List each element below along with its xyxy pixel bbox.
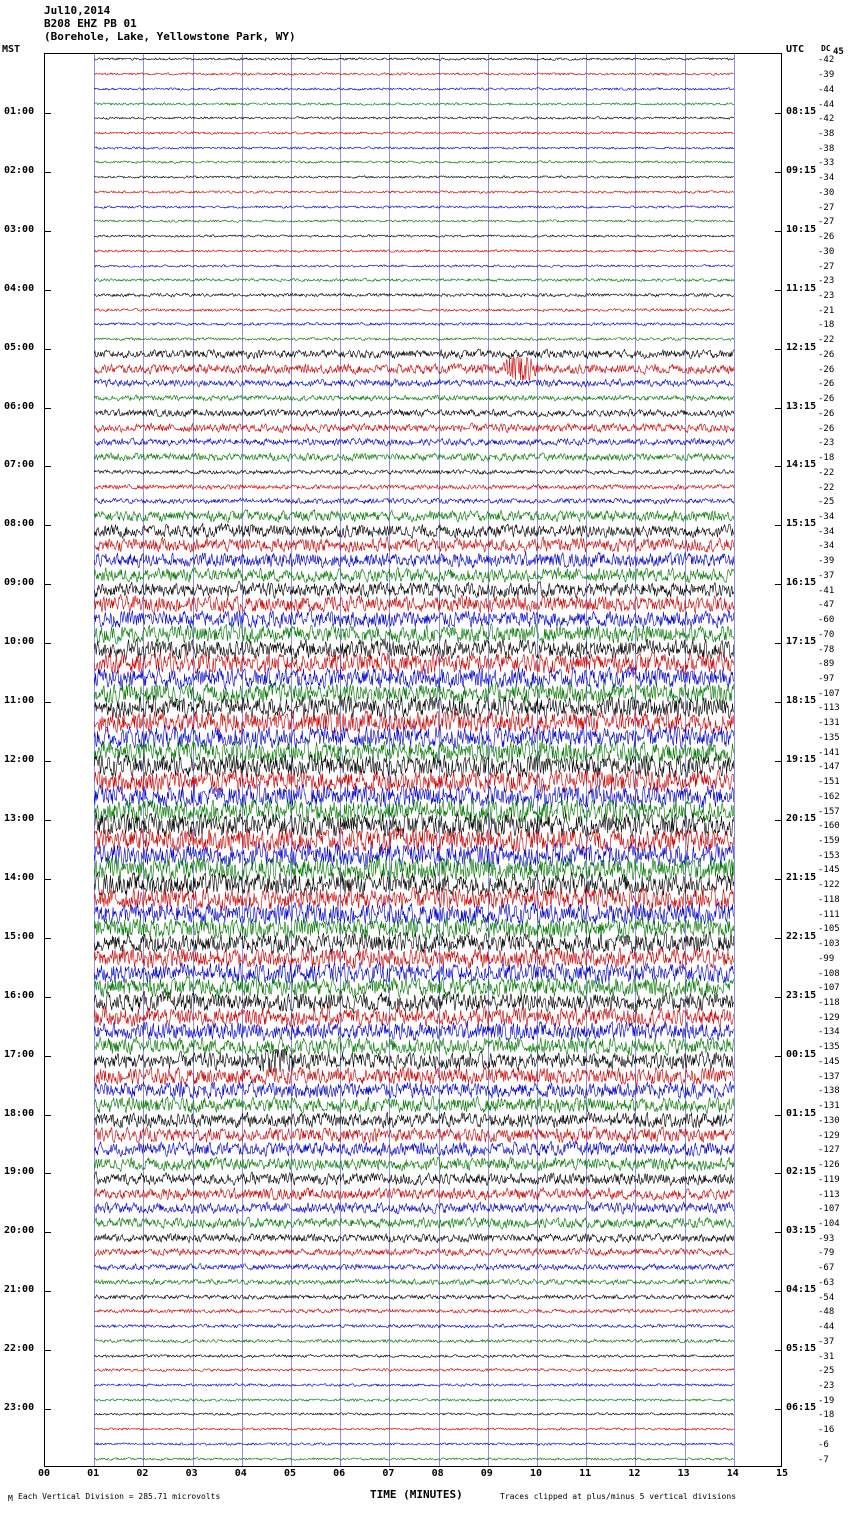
footer-mu: M bbox=[8, 1494, 13, 1503]
x-tick-label: 02 bbox=[136, 1468, 149, 1479]
hour-tick-right bbox=[775, 1056, 781, 1057]
dc-offset-value: -31 bbox=[818, 1351, 835, 1362]
time-label-mst: 20:00 bbox=[4, 1225, 35, 1237]
time-label-mst: 18:00 bbox=[4, 1107, 35, 1119]
dc-offset-value: -26 bbox=[818, 408, 835, 419]
dc-offset-value: -159 bbox=[818, 836, 840, 846]
dc-offset-value: -130 bbox=[818, 1115, 840, 1126]
x-tick-label: 00 bbox=[37, 1468, 51, 1479]
dc-offset-value: -38 bbox=[818, 129, 835, 139]
time-label-mst: 14:00 bbox=[4, 871, 35, 883]
hour-tick-right bbox=[775, 1409, 781, 1410]
time-label-mst: 22:00 bbox=[4, 1343, 35, 1355]
dc-top-value: 45 bbox=[833, 47, 844, 57]
time-label-mst: 15:00 bbox=[4, 930, 35, 942]
dc-offset-value: -89 bbox=[818, 659, 835, 670]
hour-tick-left bbox=[45, 938, 51, 939]
dc-offset-value: -27 bbox=[818, 261, 835, 272]
dc-offset-value: -37 bbox=[818, 1336, 835, 1347]
dc-offset-value: -113 bbox=[818, 703, 840, 714]
time-label-mst: 06:00 bbox=[4, 400, 35, 412]
time-label-utc: 22:15 bbox=[786, 930, 817, 942]
dc-offset-value: -23 bbox=[818, 276, 835, 287]
x-tick-label: 08 bbox=[431, 1468, 444, 1479]
hour-tick-left bbox=[45, 290, 51, 291]
hour-tick-left bbox=[45, 1173, 51, 1174]
dc-offset-value: -107 bbox=[818, 983, 840, 994]
dc-offset-value: -157 bbox=[818, 806, 840, 817]
dc-offset-value: -129 bbox=[818, 1012, 840, 1023]
hour-tick-right bbox=[775, 231, 781, 232]
time-label-mst: 11:00 bbox=[4, 695, 35, 707]
time-label-mst: 16:00 bbox=[4, 989, 35, 1001]
x-tick-label: 09 bbox=[480, 1468, 493, 1479]
hour-tick-left bbox=[45, 408, 51, 409]
dc-offset-value: -30 bbox=[818, 246, 835, 257]
hour-tick-right bbox=[775, 584, 781, 585]
time-label-utc: 18:15 bbox=[786, 695, 817, 707]
hour-tick-left bbox=[45, 113, 51, 114]
dc-offset-value: -38 bbox=[818, 143, 835, 154]
dc-offset-value: -107 bbox=[818, 1204, 840, 1215]
dc-offset-value: -33 bbox=[818, 158, 835, 169]
dc-offset-value: -42 bbox=[818, 55, 835, 66]
hour-tick-left bbox=[45, 702, 51, 703]
dc-offset-value: -67 bbox=[818, 1263, 835, 1274]
x-tick-label: 12 bbox=[628, 1468, 641, 1479]
dc-offset-value: -60 bbox=[818, 615, 835, 626]
time-label-mst: 21:00 bbox=[4, 1284, 35, 1296]
dc-offset-value: -44 bbox=[818, 84, 835, 95]
time-label-utc: 03:15 bbox=[786, 1225, 817, 1237]
dc-offset-value: -47 bbox=[818, 600, 835, 611]
dc-offset-value: -108 bbox=[818, 968, 840, 979]
header-location: (Borehole, Lake, Yellowstone Park, WY) bbox=[44, 30, 296, 43]
dc-offset-value: -147 bbox=[818, 762, 840, 773]
dc-offset-value: -111 bbox=[818, 909, 840, 920]
dc-offset-value: -79 bbox=[818, 1248, 835, 1259]
dc-offset-value: -19 bbox=[818, 1395, 835, 1406]
header-station: B208 EHZ PB 01 bbox=[44, 17, 137, 30]
dc-offset-value: -151 bbox=[818, 777, 840, 788]
axis-label-utc: UTC bbox=[786, 44, 805, 55]
time-label-mst: 04:00 bbox=[4, 282, 35, 294]
time-label-utc: 01:15 bbox=[786, 1107, 817, 1119]
hour-tick-left bbox=[45, 1056, 51, 1057]
x-tick-label: 01 bbox=[87, 1468, 100, 1479]
dc-offset-value: -122 bbox=[818, 880, 840, 891]
dc-offset-value: -25 bbox=[818, 497, 835, 508]
dc-offset-value: -23 bbox=[818, 438, 835, 449]
x-tick-label: 11 bbox=[579, 1468, 592, 1479]
dc-offset-value: -26 bbox=[818, 232, 835, 243]
dc-offset-value: -107 bbox=[818, 688, 840, 699]
chart-header bbox=[44, 4, 296, 43]
seismogram-plot bbox=[44, 53, 782, 1467]
hour-tick-right bbox=[775, 1291, 781, 1292]
hour-tick-left bbox=[45, 172, 51, 173]
hour-tick-right bbox=[775, 466, 781, 467]
hour-tick-right bbox=[775, 997, 781, 998]
x-tick-label: 04 bbox=[234, 1468, 247, 1479]
time-label-mst: 07:00 bbox=[4, 459, 35, 471]
hour-tick-left bbox=[45, 1291, 51, 1292]
time-label-mst: 02:00 bbox=[4, 164, 35, 176]
hour-tick-left bbox=[45, 761, 51, 762]
hour-tick-left bbox=[45, 1232, 51, 1233]
dc-offset-value: -26 bbox=[818, 394, 835, 405]
dc-offset-value: -118 bbox=[818, 894, 840, 905]
dc-offset-value: -16 bbox=[818, 1425, 835, 1436]
dc-offset-value: -39 bbox=[818, 556, 835, 567]
hour-tick-left bbox=[45, 643, 51, 644]
time-label-utc: 08:15 bbox=[786, 105, 817, 117]
time-label-mst: 19:00 bbox=[4, 1166, 35, 1178]
hour-tick-right bbox=[775, 702, 781, 703]
dc-offset-value: -131 bbox=[818, 718, 840, 729]
dc-offset-value: -160 bbox=[818, 821, 840, 832]
time-label-mst: 08:00 bbox=[4, 518, 35, 530]
dc-offset-value: -54 bbox=[818, 1292, 835, 1303]
time-label-utc: 09:15 bbox=[786, 164, 817, 176]
dc-offset-value: -141 bbox=[818, 747, 840, 758]
x-tick-label: 03 bbox=[185, 1468, 198, 1479]
dc-offset-value: -25 bbox=[818, 1366, 835, 1377]
dc-offset-value: -44 bbox=[818, 99, 835, 110]
time-label-utc: 20:15 bbox=[786, 812, 817, 824]
dc-offset-value: -135 bbox=[818, 1042, 840, 1053]
dc-offset-value: -27 bbox=[818, 202, 835, 213]
x-tick-label: 07 bbox=[382, 1468, 395, 1479]
hour-tick-right bbox=[775, 761, 781, 762]
time-label-utc: 12:15 bbox=[786, 341, 817, 353]
dc-offset-value: -34 bbox=[818, 173, 835, 184]
time-label-mst: 13:00 bbox=[4, 812, 35, 824]
hour-tick-right bbox=[775, 525, 781, 526]
time-label-utc: 14:15 bbox=[786, 459, 817, 471]
dc-offset-value: -99 bbox=[818, 953, 835, 964]
dc-offset-value: -113 bbox=[818, 1189, 840, 1200]
dc-offset-value: -18 bbox=[818, 320, 835, 331]
hour-tick-right bbox=[775, 1115, 781, 1116]
hour-tick-right bbox=[775, 172, 781, 173]
time-label-utc: 21:15 bbox=[786, 871, 817, 883]
hour-tick-left bbox=[45, 1409, 51, 1410]
time-label-mst: 17:00 bbox=[4, 1048, 35, 1060]
x-tick-label: 13 bbox=[677, 1468, 690, 1479]
time-label-utc: 00:15 bbox=[786, 1048, 817, 1060]
hour-tick-left bbox=[45, 584, 51, 585]
hour-tick-left bbox=[45, 1115, 51, 1116]
dc-offset-value: -23 bbox=[818, 291, 835, 302]
hour-tick-right bbox=[775, 1350, 781, 1351]
dc-offset-value: -6 bbox=[818, 1439, 829, 1450]
hour-tick-left bbox=[45, 349, 51, 350]
dc-offset-value: -70 bbox=[818, 629, 835, 640]
time-label-utc: 04:15 bbox=[786, 1284, 817, 1296]
hour-tick-right bbox=[775, 938, 781, 939]
dc-offset-value: -138 bbox=[818, 1086, 840, 1097]
x-axis-title: TIME (MINUTES) bbox=[370, 1488, 463, 1501]
dc-offset-value: -18 bbox=[818, 1410, 835, 1421]
x-tick-label: 05 bbox=[283, 1468, 297, 1479]
time-label-mst: 05:00 bbox=[4, 341, 35, 353]
hour-tick-right bbox=[775, 113, 781, 114]
header-date: Jul10,2014 bbox=[44, 4, 111, 17]
dc-offset-value: -37 bbox=[818, 570, 835, 581]
hour-tick-right bbox=[775, 290, 781, 291]
dc-offset-value: -126 bbox=[818, 1160, 840, 1171]
dc-offset-value: -27 bbox=[818, 217, 835, 228]
dc-offset-value: -34 bbox=[818, 511, 835, 522]
time-label-utc: 23:15 bbox=[786, 989, 817, 1001]
hour-tick-right bbox=[775, 349, 781, 350]
dc-offset-value: -127 bbox=[818, 1145, 840, 1156]
time-label-utc: 13:15 bbox=[786, 400, 817, 412]
dc-offset-value: -135 bbox=[818, 732, 840, 743]
hour-tick-left bbox=[45, 820, 51, 821]
dc-offset-value: -23 bbox=[818, 1380, 835, 1391]
dc-offset-value: -118 bbox=[818, 998, 840, 1009]
dc-offset-value: -7 bbox=[818, 1454, 829, 1465]
time-label-utc: 17:15 bbox=[786, 636, 817, 648]
hour-tick-right bbox=[775, 879, 781, 880]
dc-offset-value: -103 bbox=[818, 939, 840, 950]
time-label-mst: 01:00 bbox=[4, 105, 35, 117]
dc-offset-value: -21 bbox=[818, 305, 835, 316]
dc-offset-value: -162 bbox=[818, 791, 840, 802]
axis-label-dc: DC bbox=[821, 44, 831, 53]
hour-tick-left bbox=[45, 525, 51, 526]
time-label-utc: 19:15 bbox=[786, 754, 817, 765]
time-label-utc: 06:15 bbox=[786, 1402, 817, 1414]
dc-offset-value: -22 bbox=[818, 467, 835, 478]
time-label-mst: 03:00 bbox=[4, 223, 35, 235]
dc-offset-value: -44 bbox=[818, 1322, 835, 1333]
dc-offset-value: -104 bbox=[818, 1218, 840, 1229]
dc-offset-value: -137 bbox=[818, 1071, 840, 1082]
hour-tick-left bbox=[45, 1350, 51, 1351]
time-label-utc: 11:15 bbox=[786, 282, 817, 294]
dc-offset-value: -18 bbox=[818, 453, 835, 464]
hour-tick-right bbox=[775, 408, 781, 409]
dc-offset-value: -22 bbox=[818, 482, 835, 493]
x-tick-label: 14 bbox=[726, 1468, 739, 1479]
dc-offset-value: -145 bbox=[818, 865, 840, 876]
dc-offset-value: -30 bbox=[818, 187, 835, 198]
dc-offset-value: -97 bbox=[818, 673, 835, 684]
footer-clip-note: Traces clipped at plus/minus 5 vertical divisions bbox=[500, 1492, 737, 1501]
x-tick-label: 06 bbox=[333, 1468, 346, 1479]
x-axis-ticks bbox=[37, 1468, 789, 1484]
dc-offset-value: -48 bbox=[818, 1307, 835, 1318]
dc-offset-value: -119 bbox=[818, 1174, 840, 1185]
dc-offset-value: -78 bbox=[818, 644, 835, 655]
dc-offset-value: -34 bbox=[818, 541, 835, 552]
time-label-utc: 02:15 bbox=[786, 1166, 817, 1178]
hour-tick-right bbox=[775, 820, 781, 821]
dc-offset-value: -39 bbox=[818, 70, 835, 81]
x-tick-label: 15 bbox=[775, 1468, 789, 1479]
dc-offset-value: -41 bbox=[818, 585, 835, 596]
hour-tick-right bbox=[775, 643, 781, 644]
dc-offset-value: -131 bbox=[818, 1101, 840, 1112]
time-label-mst: 10:00 bbox=[4, 636, 35, 648]
time-label-utc: 10:15 bbox=[786, 223, 817, 235]
axis-label-mst: MST bbox=[2, 44, 21, 55]
dc-offset-value: -63 bbox=[818, 1277, 835, 1288]
dc-offset-value: -26 bbox=[818, 364, 835, 375]
dc-offset-value: -129 bbox=[818, 1130, 840, 1141]
time-label-mst: 23:00 bbox=[4, 1402, 35, 1414]
hour-tick-left bbox=[45, 879, 51, 880]
dc-offset-value: -26 bbox=[818, 423, 835, 434]
dc-offset-value: -22 bbox=[818, 335, 835, 346]
dc-offset-value: -42 bbox=[818, 114, 835, 125]
dc-offset-value: -26 bbox=[818, 379, 835, 390]
time-label-mst: 09:00 bbox=[4, 577, 35, 589]
hour-tick-right bbox=[775, 1173, 781, 1174]
hour-tick-left bbox=[45, 231, 51, 232]
x-tick-label: 10 bbox=[529, 1468, 543, 1479]
dc-offset-value: -105 bbox=[818, 924, 840, 935]
dc-offset-value: -26 bbox=[818, 349, 835, 360]
time-label-utc: 15:15 bbox=[786, 518, 817, 530]
dc-offset-value: -34 bbox=[818, 526, 835, 537]
hour-tick-left bbox=[45, 997, 51, 998]
time-label-utc: 16:15 bbox=[786, 577, 817, 589]
time-label-mst: 12:00 bbox=[4, 754, 35, 765]
time-label-utc: 05:15 bbox=[786, 1343, 817, 1355]
dc-offset-value: -93 bbox=[818, 1233, 835, 1244]
dc-offset-value: -145 bbox=[818, 1056, 840, 1067]
hour-tick-right bbox=[775, 1232, 781, 1233]
hour-tick-left bbox=[45, 466, 51, 467]
footer-scale-note: Each Vertical Division = 285.71 microvolts bbox=[18, 1492, 221, 1501]
dc-offset-value: -153 bbox=[818, 850, 840, 861]
dc-offset-value: -134 bbox=[818, 1027, 840, 1038]
